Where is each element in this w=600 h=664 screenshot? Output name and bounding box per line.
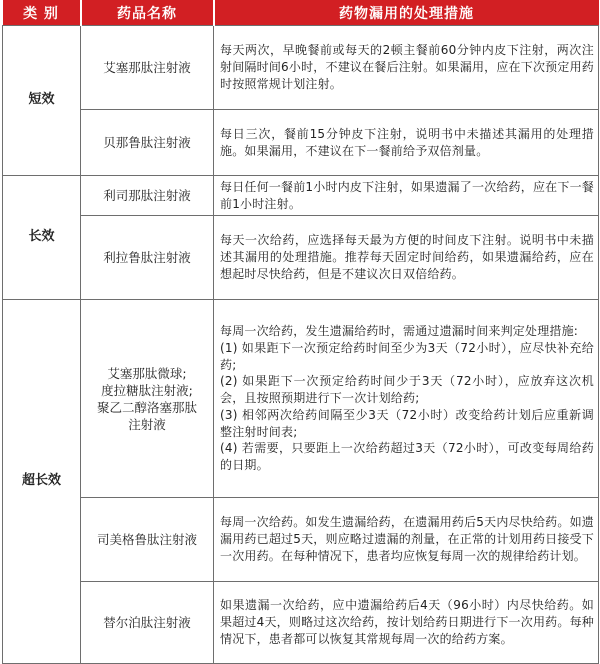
- measure-item-4: (4) 若需要，只要距上一次给药超过3天（72小时），可改变每周给药的日期。: [220, 441, 594, 473]
- drug-name-line: 注射液: [128, 416, 166, 432]
- measure-item-3: (3) 相邻两次给药间隔至少3天（72小时）改变给药计划后应重新调整注射时间表;: [220, 407, 594, 439]
- measure-item-2: (2) 如果距下一次预定给药时间少于3天（72小时），应放弃这次机会，且按照预期进行下一次计划给药;: [220, 374, 594, 406]
- category-long-acting: 长效: [3, 176, 81, 300]
- table-row: [3, 582, 599, 664]
- table-row: [3, 26, 599, 110]
- table-row: [3, 176, 599, 216]
- measure-cell: 每天一次给药，应选择每天最为方便的时间皮下注射。说明书中未描述其漏用的处理措施。推荐每天固定时间给药，如果遗漏给药，应在想起时尽快给药，但是不建议次日双倍给药。: [214, 216, 599, 300]
- missed-dose-table: [2, 0, 599, 664]
- drug-name-cell: 利拉鲁肽注射液: [81, 216, 214, 300]
- drug-name-cell: 司美格鲁肽注射液: [81, 498, 214, 582]
- header-category: 类 别: [3, 0, 81, 26]
- header-drug-name: 药品名称: [81, 0, 214, 26]
- measure-cell: [214, 300, 599, 498]
- drug-name-cell: [81, 300, 214, 498]
- drug-name-cell: 艾塞那肽注射液: [81, 26, 214, 110]
- measure-cell: 如果遗漏一次给药，应中遗漏给药后4天（96小时）内尽快给药。如果超过4天，则略过这次给药，按计划给药日期进行下一次用药。每种情况下，患者都可以恢复其常规每周一次的给药方案。: [214, 582, 599, 664]
- measure-cell: 每日三次，餐前15分钟皮下注射，说明书中未描述其漏用的处理措施。如果漏用，不建议在下一餐前给予双倍剂量。: [214, 110, 599, 176]
- drug-name-cell: 替尔泊肽注射液: [81, 582, 214, 664]
- category-ultra-long-acting: 超长效: [3, 300, 81, 664]
- category-short-acting: 短效: [3, 26, 81, 176]
- measure-intro: 每周一次给药，发生遗漏给药时，需通过遗漏时间来判定处理措施:: [220, 323, 579, 338]
- table-row: [3, 110, 599, 176]
- measure-cell: 每周一次给药。如发生遗漏给药，在遗漏用药后5天内尽快给药。如遗漏用药已超过5天，则应略过遗漏的剂量，在正常的计划用药日接受下一次用药。在每种情况下，患者均应恢复每周一次的规律给药计划。: [214, 498, 599, 582]
- header-missed-dose-measures: 药物漏用的处理措施: [214, 0, 599, 26]
- drug-name-cell: 贝那鲁肽注射液: [81, 110, 214, 176]
- measure-item-1: (1) 如果距下一次预定给药时间至少为3天（72小时），应尽快补充给药;: [220, 340, 594, 372]
- drug-name-cell: 利司那肽注射液: [81, 176, 214, 216]
- table-header-row: [3, 0, 599, 26]
- table-row: [3, 300, 599, 498]
- table-row: [3, 498, 599, 582]
- table-row: [3, 216, 599, 300]
- measure-cell: 每天两次，早晚餐前或每天的2顿主餐前60分钟内皮下注射，两次注射间隔时间6小时，不建议在餐后注射。如果漏用，应在下次预定用药时按照常规计划注射。: [214, 26, 599, 110]
- drug-name-line: 艾塞那肽微球;: [107, 365, 187, 381]
- measure-cell: 每日任何一餐前1小时内皮下注射，如果遗漏了一次给药，应在下一餐前1小时注射。: [214, 176, 599, 216]
- drug-name-line: 度拉糖肽注射液;: [101, 382, 193, 398]
- drug-name-line: 聚乙二醇洛塞那肽: [96, 399, 197, 415]
